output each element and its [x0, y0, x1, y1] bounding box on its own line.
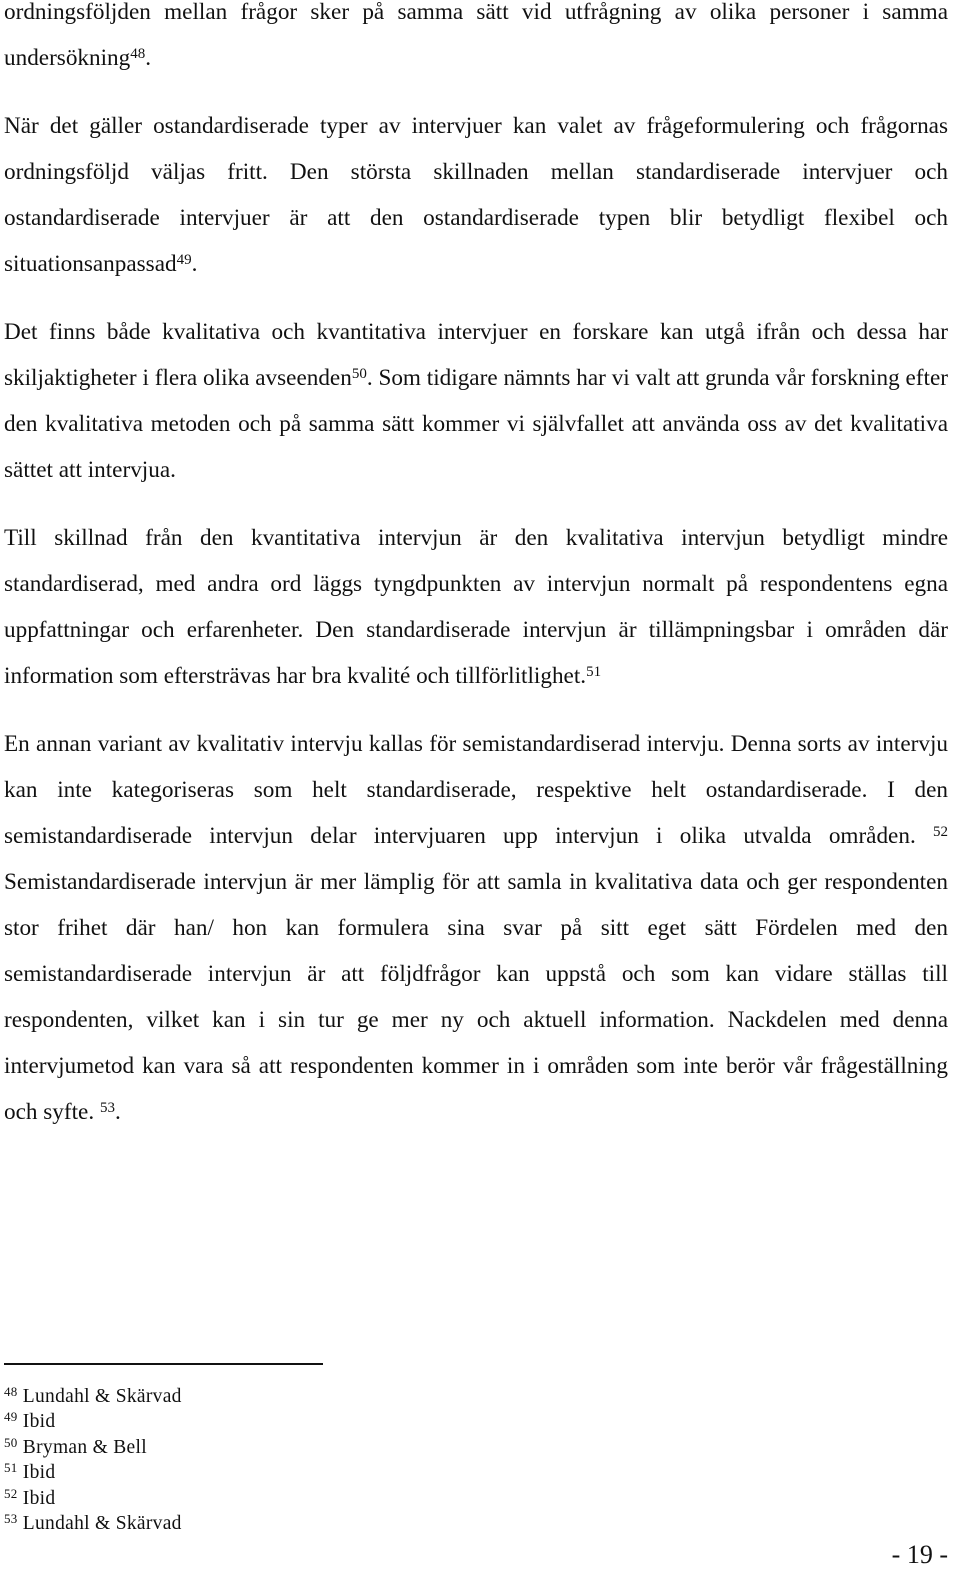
footnote-ref-51[interactable]: 51 — [586, 664, 602, 680]
footnotes — [4, 1384, 504, 1536]
footnote-text: Lundahl & Skärvad — [22, 1513, 182, 1535]
body-text — [4, 0, 948, 1157]
footnote-number: 50 — [4, 1434, 18, 1450]
paragraph-2 — [4, 103, 948, 287]
footnote-48 — [4, 1384, 504, 1409]
footnote-text: Lundahl & Skärvad — [22, 1386, 182, 1407]
footnote-ref-50[interactable]: 50 — [351, 366, 367, 382]
paragraph-text: . — [114, 1099, 121, 1125]
paragraph-3 — [4, 309, 948, 493]
footnote-number: 48 — [4, 1384, 18, 1399]
footnote-53 — [4, 1511, 504, 1536]
footnote-number: 51 — [4, 1460, 18, 1476]
footnote-text: Ibid — [22, 1487, 56, 1509]
footnote-ref-48[interactable]: 48 — [130, 46, 146, 62]
footnote-ref-49[interactable]: 49 — [176, 252, 192, 268]
footnote-number: 53 — [4, 1511, 18, 1527]
paragraph-1 — [4, 0, 948, 81]
footnote-49 — [4, 1409, 504, 1434]
footnote-number: 52 — [4, 1485, 18, 1501]
page-number: - 19 - — [891, 1540, 948, 1569]
paragraph-text: Semistandardiserade intervjun är mer lämplig för att samla in kvalitativa data och ger respondenten stor frihet där han/ hon kan formulera sina svar på sitt eget sätt Fördelen med den semistandardiserade intervjun är att följdfrågor kan uppstå och som kan vidare ställas till respondenten, vilket kan i sin tur ge mer ny och aktuell information. Nackdelen med denna intervjumetod kan vara så att respondenten kommer in i områden som inte berör vår frågeställning och syfte. — [4, 869, 948, 1125]
footnote-51 — [4, 1460, 504, 1485]
paragraph-4 — [4, 515, 948, 699]
paragraph-text: Till skillnad från den kvantitativa intervjun är den kvalitativa intervjun betydligt mindre standardiserad, med andra ord läggs tyngdpunkten av intervjun normalt på respondentens egna uppfattningar och erfarenheter. Den standardiserade intervjun är tillämpningsbar i områden där information som eftersträvas har bra kvalité och tillförlitlighet. — [4, 525, 948, 689]
footnote-separator — [4, 1363, 323, 1365]
paragraph-text: Det finns både kvalitativa och kvantitativa intervjuer en forskare kan utgå ifrån och dessa har skiljaktigheter i flera olika avseenden — [4, 319, 948, 391]
paragraph-text: . Som tidigare nämnts har vi valt att grunda vår forskning efter den kvalitativa metoden och på samma sätt kommer vi självfallet att använda oss av det kvalitativa sättet att intervjua. — [4, 365, 948, 483]
footnote-50 — [4, 1435, 504, 1460]
footnote-ref-53[interactable]: 53 — [99, 1100, 115, 1116]
footnote-text: Ibid — [22, 1462, 56, 1484]
paragraph-text: När det gäller ostandardiserade typer av intervjuer kan valet av frågeformulering och frågornas ordningsföljd väljas fritt. Den största skillnaden mellan standardiserade intervjuer och ostandardiserade intervjuer är att den ostandardiserade typen blir betydligt flexibel och situationsanpassad — [4, 113, 948, 277]
paragraph-text: En annan variant av kvalitativ intervju kallas för semistandardiserad intervju. Denna sorts av intervju kan inte kategoriseras som helt standardiserade, respektive helt ostandardiserade. I den semistandardiserade intervjun delar intervjuaren upp intervjun i olika utvalda områden. — [4, 731, 948, 849]
footnote-text: Ibid — [22, 1411, 56, 1433]
footnote-52 — [4, 1486, 504, 1511]
paragraph-text: ordningsföljden mellan frågor sker på samma sätt vid utfrågning av olika personer i samma undersökning — [4, 0, 948, 71]
footnote-ref-52[interactable]: 52 — [933, 824, 948, 840]
paragraph-text: . — [145, 45, 152, 71]
paragraph-text: . — [191, 251, 198, 277]
footnote-number: 49 — [4, 1409, 18, 1425]
footnote-text: Bryman & Bell — [22, 1436, 147, 1458]
paragraph-5 — [4, 721, 948, 1135]
